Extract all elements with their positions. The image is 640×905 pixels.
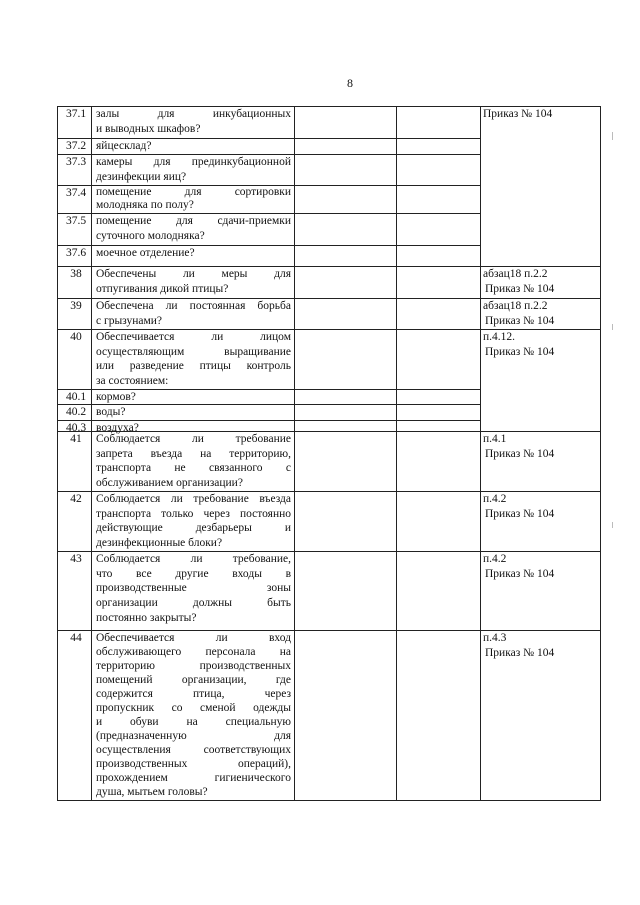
row-number: 40.1 <box>65 391 87 403</box>
question-line: залы для инкубационных <box>96 108 291 120</box>
question-line: отпугивания дикой птицы? <box>96 282 229 295</box>
question-line: транспорта только через постоянно <box>96 507 291 520</box>
question-line: кормов? <box>96 391 136 403</box>
question-cell <box>96 246 291 261</box>
question-cell <box>96 390 291 405</box>
question-line: Соблюдается ли требование, <box>96 553 291 565</box>
question-line: что все другие входы в <box>96 567 291 580</box>
row-number: 39 <box>70 300 82 312</box>
question-cell <box>96 405 291 420</box>
reference-line: Приказ № 104 <box>485 282 555 295</box>
question-line: обслуживающего персонала на <box>96 646 291 658</box>
question-line: Обеспечивается ли вход <box>96 632 291 644</box>
question-line: и обуви на специальную <box>96 716 291 728</box>
reference-cell <box>483 432 554 461</box>
reference-line: Приказ № 104 <box>485 507 555 520</box>
scan-edge-mark <box>612 132 613 140</box>
question-line: действующие дезбарьеры и <box>96 522 291 534</box>
question-cell <box>96 492 291 550</box>
row-number: 42 <box>70 493 82 505</box>
question-line: Соблюдается ли требование <box>96 433 291 445</box>
question-cell <box>96 432 291 490</box>
reference-cell <box>483 631 554 660</box>
question-line: воды? <box>96 406 126 418</box>
reference-line: Приказ № 104 <box>485 646 555 659</box>
question-cell <box>96 299 291 328</box>
question-cell <box>96 267 291 296</box>
reference-line: Приказ № 104 <box>485 447 555 460</box>
question-line: помещение для сортировки <box>96 186 291 198</box>
question-line: (предназначенную для <box>96 730 291 742</box>
question-line: пропускник со сменой одежды <box>96 702 291 714</box>
reference-line: Приказ № 104 <box>485 567 555 580</box>
reference-cell <box>483 552 554 581</box>
reference-line: п.4.2 <box>483 553 507 565</box>
reference-cell <box>483 330 554 359</box>
question-line: яйцесклад? <box>96 140 152 152</box>
reference-line: абзац18 п.2.2 <box>483 300 548 312</box>
question-line: производственных операций), <box>96 758 291 770</box>
row-number: 43 <box>70 553 82 565</box>
question-line: запрета въезда на территорию, <box>96 447 291 460</box>
question-line: Обеспечивается ли лицом <box>96 331 291 343</box>
scan-edge-mark <box>612 522 613 528</box>
row-number: 37.1 <box>65 108 87 120</box>
question-cell <box>96 139 291 154</box>
question-cell <box>96 186 291 212</box>
question-line: за состоянием: <box>96 374 169 387</box>
row-number: 37.2 <box>65 140 87 152</box>
row-number: 44 <box>70 632 82 644</box>
question-line: обслуживанием организации? <box>96 476 243 489</box>
reference-line: Приказ № 104 <box>485 314 555 327</box>
reference-line: п.4.2 <box>483 493 507 505</box>
question-cell <box>96 631 291 799</box>
question-line: дезинфекции яиц? <box>96 170 187 183</box>
reference-line: п.4.1 <box>483 433 507 445</box>
row-number: 41 <box>70 433 82 445</box>
question-line: Соблюдается ли требование въезда <box>96 493 291 505</box>
reference-line: п.4.3 <box>483 632 507 644</box>
question-line: душа, мытьем головы? <box>96 786 208 798</box>
row-number: 40.3 <box>65 422 87 434</box>
question-line: камеры для прединкубационной <box>96 156 291 168</box>
question-line: помещений организации, где <box>96 674 291 686</box>
table-rule <box>480 106 481 801</box>
question-cell <box>96 155 291 184</box>
question-line: молодняка по полу? <box>96 199 194 211</box>
row-number: 40 <box>70 331 82 343</box>
row-number: 37.5 <box>65 215 87 227</box>
table-rule <box>396 106 397 801</box>
question-cell <box>96 552 291 626</box>
scan-edge-mark <box>612 324 613 330</box>
table-rule <box>57 106 58 801</box>
row-number: 40.2 <box>65 406 87 418</box>
reference-line: Приказ № 104 <box>485 345 555 358</box>
question-line: моечное отделение? <box>96 247 195 259</box>
reference-cell <box>483 107 552 122</box>
table-rule <box>91 106 92 801</box>
question-line: воздуха? <box>96 422 139 434</box>
table-rule <box>294 106 295 801</box>
row-number: 37.4 <box>65 187 87 199</box>
question-line: территорию производственных <box>96 660 291 672</box>
reference-cell <box>483 299 554 328</box>
question-line: постоянно закрыты? <box>96 611 197 624</box>
question-line: транспорта не связанного с <box>96 462 291 474</box>
question-line: помещение для сдачи-приемки <box>96 215 291 227</box>
question-line: содержится птица, через <box>96 688 291 700</box>
question-line: суточного молодняка? <box>96 229 205 242</box>
question-cell <box>96 107 291 136</box>
question-line: Обеспечены ли меры для <box>96 268 291 280</box>
reference-line: п.4.12. <box>483 331 516 343</box>
page-number: 8 <box>347 76 353 90</box>
question-cell <box>96 214 291 243</box>
question-line: организации должны быть <box>96 597 291 610</box>
row-number: 38 <box>70 268 82 280</box>
reference-line: Приказ № 104 <box>483 108 553 120</box>
question-line: прохождением гигиенического <box>96 772 291 784</box>
question-line: и выводных шкафов? <box>96 122 201 135</box>
row-number: 37.6 <box>65 247 87 259</box>
question-line: Обеспечена ли постоянная борьба <box>96 300 291 312</box>
question-line: осуществляющим выращивание <box>96 345 291 358</box>
reference-line: абзац18 п.2.2 <box>483 268 548 280</box>
question-line: дезинфекционные блоки? <box>96 536 223 549</box>
table-rule <box>600 106 601 801</box>
question-line: с грызунами? <box>96 314 163 327</box>
reference-cell <box>483 267 554 296</box>
reference-cell <box>483 492 554 521</box>
row-number: 37.3 <box>65 156 87 168</box>
question-cell <box>96 330 291 388</box>
question-line: или разведение птицы контроль <box>96 360 291 372</box>
question-line: осуществления соответствующих <box>96 744 291 756</box>
question-line: производственные зоны <box>96 582 291 595</box>
table-rule <box>57 800 601 801</box>
